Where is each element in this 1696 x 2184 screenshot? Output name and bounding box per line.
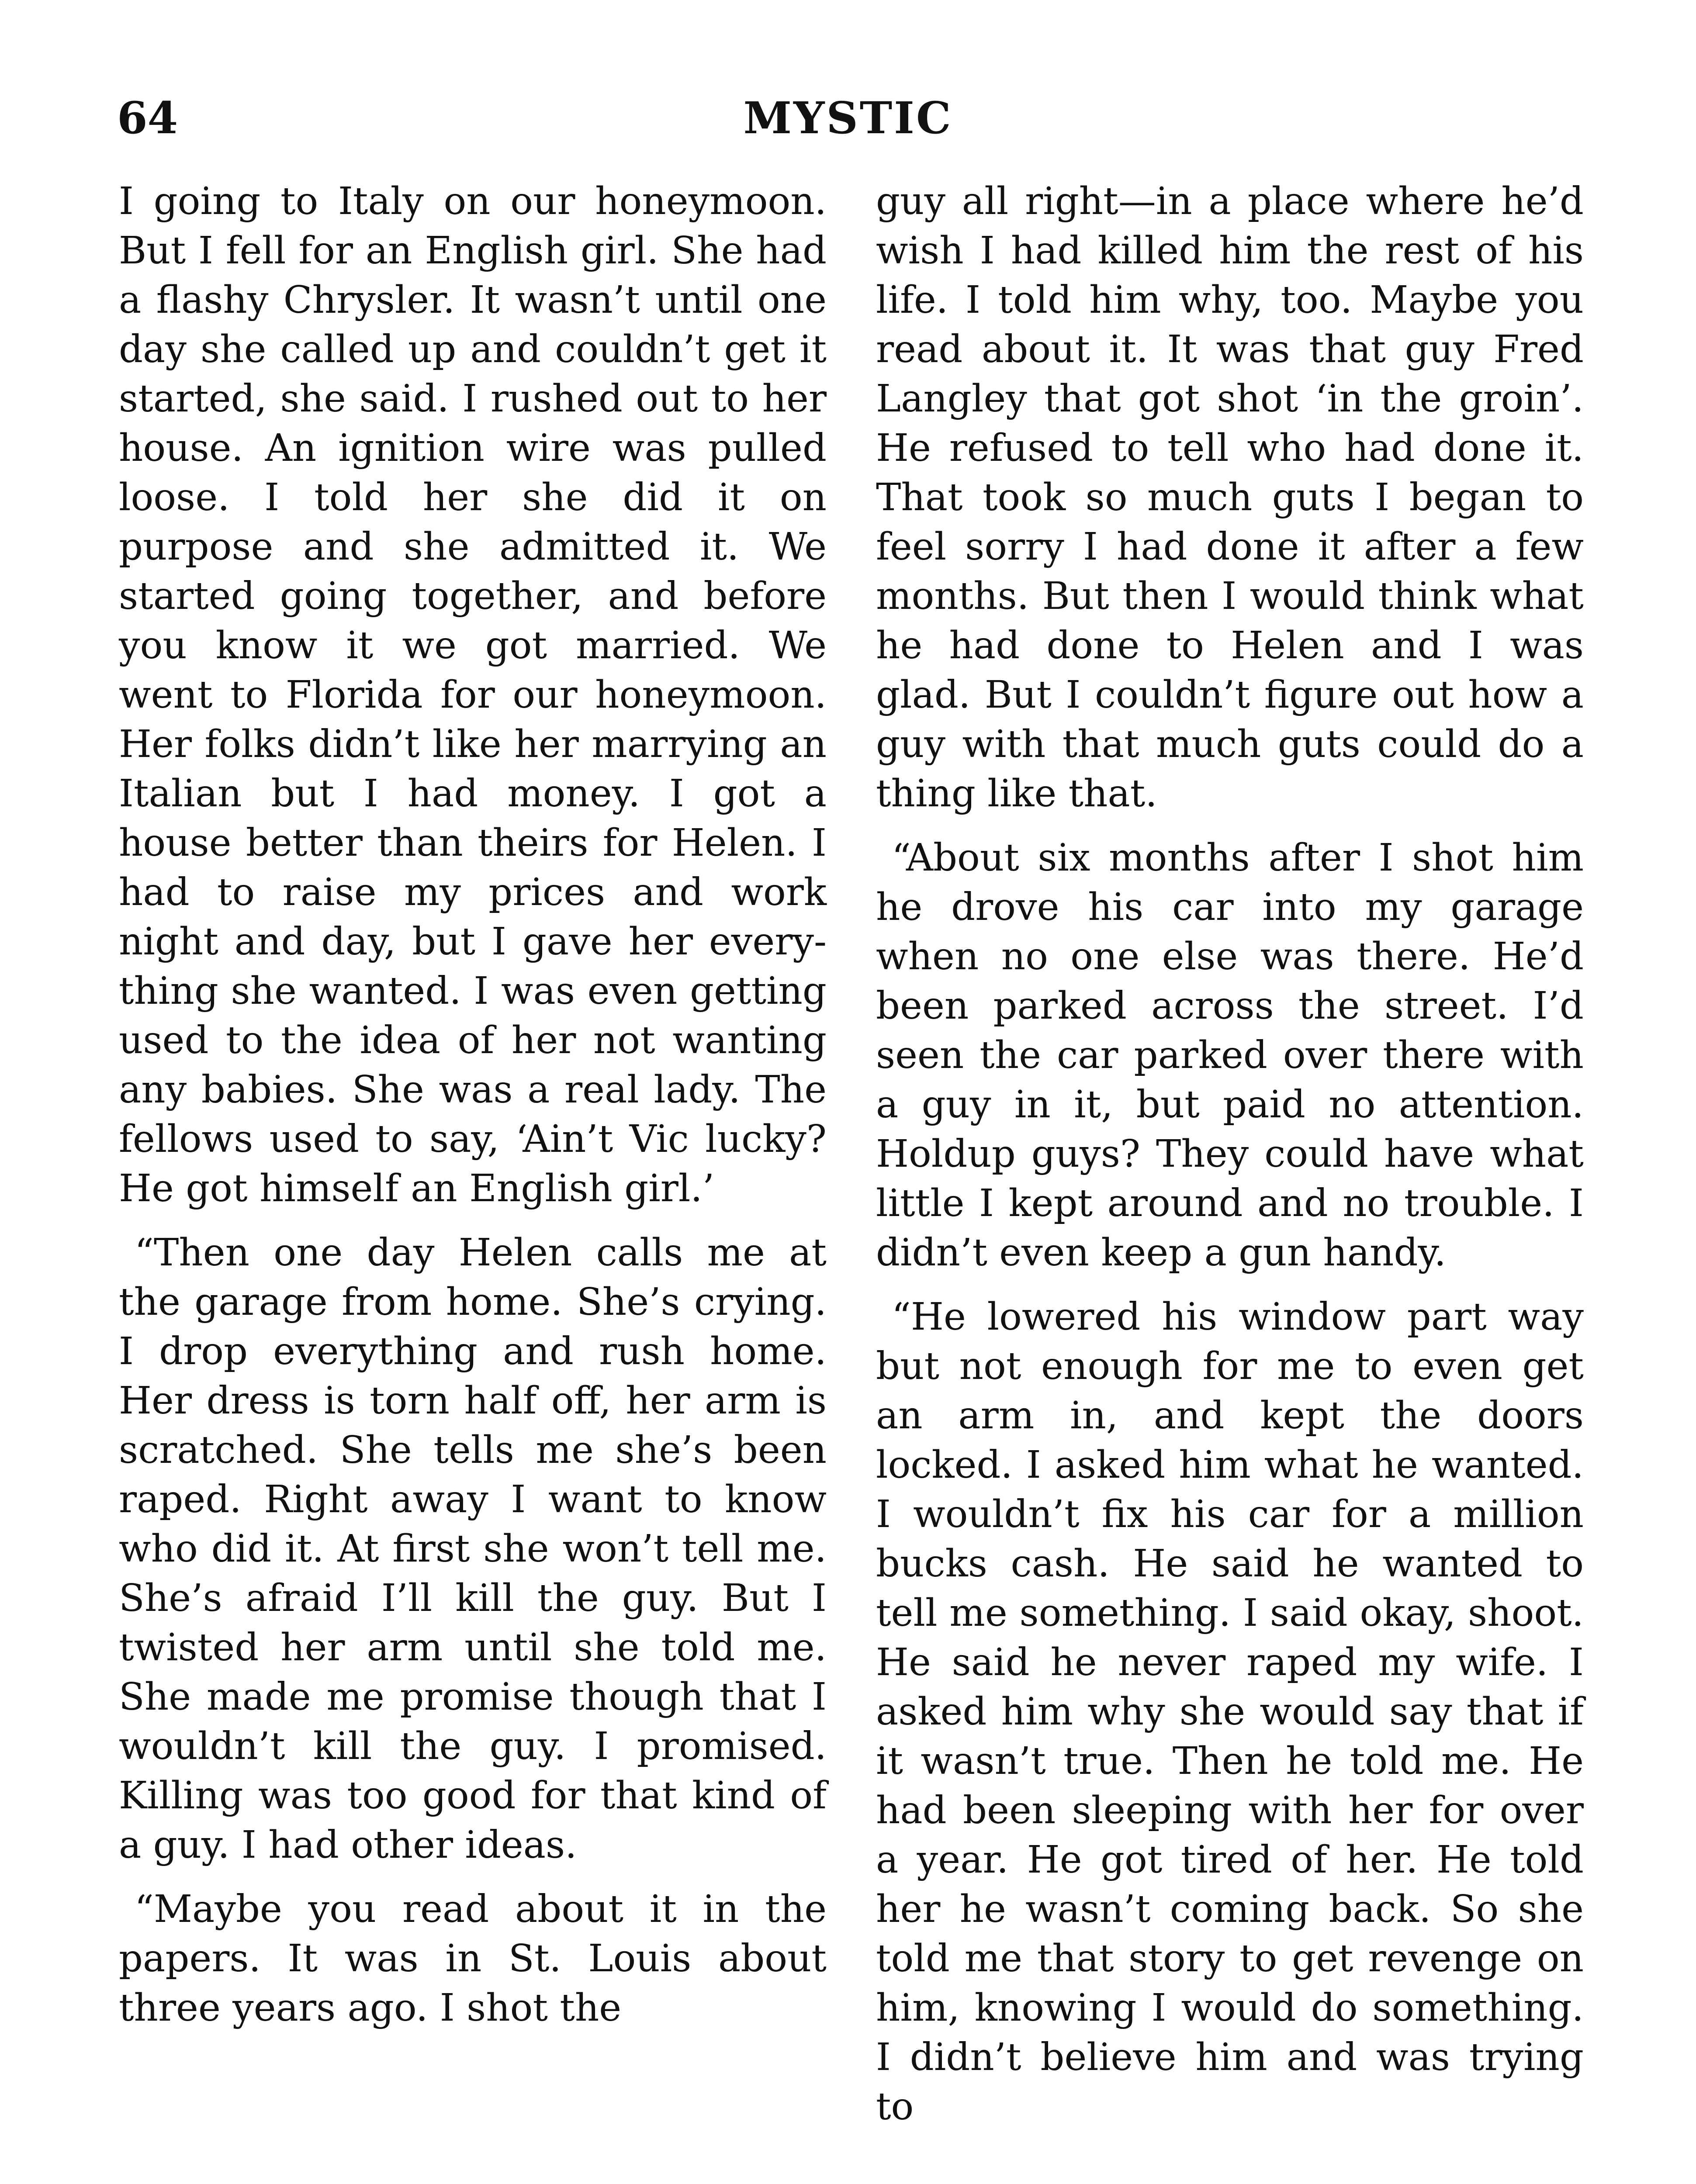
running-title: MYSTIC xyxy=(743,92,953,144)
paragraph: “Then one day Helen calls me at the garage from home. She’s crying. I drop everything and rush home. Her dress is torn half off, her arm is scratched. She tells me she’s been raped. Right away I want to know who did it. At first she won’t tell me. She’s afraid I’ll kill the guy. But I twisted her arm until she told me. She made me promise though that I wouldn’t kill the guy. I promised. Killing was too good for that kind of a guy. I had other ideas. xyxy=(119,1231,827,1867)
paragraph: I going to Italy on our honeymoon. But I fell for an English girl. She had a flashy Chrysler. It wasn’t until one day she called up and couldn’t get it started, she said. I rushed out to her house. An ignition wire was pulled loose. I told her she did it on purpose and she admitted it. We started going together, and before you know it we got married. We went to Florida for our honeymoon. Her folks didn’t like her marrying an Italian but I had money. I got a house better than theirs for Helen. I had to raise my prices and work night and day, but I gave her everything she wanted. I was even getting used to the idea of her not wanting any babies. She was a real lady. The fellows used to say, ‘Ain’t Vic lucky? He got himself an English girl.’ xyxy=(119,180,827,1210)
right-column xyxy=(876,177,1584,2146)
paragraph: “He lowered his window part way but not enough for me to even get an arm in, and kept the doors locked. I asked him what he wanted. I wouldn’t fix his car for a million bucks cash. He said he wanted to tell me something. I said okay, shoot. He said he never raped my wife. I asked him why she would say that if it wasn’t true. Then he told me. He had been sleeping with her for over a year. He got tired of her. He told her he wasn’t coming back. So she told me that story to get revenge on him, knowing I would do something. I didn’t believe him and was trying to xyxy=(876,1295,1584,2129)
paragraph: “About six months after I shot him he drove his car into my garage when no one else was there. He’d been parked across the street. I’d seen the car parked over there with a guy in it, but paid no attention. Holdup guys? They could have what little I kept around and no trouble. I didn’t even keep a gun handy. xyxy=(876,836,1584,1275)
paragraph: guy all right—in a place where he’d wish I had killed him the rest of his life. I told him why, too. Maybe you read about it. It was that guy Fred Langley that got shot ‘in the groin’. He refused to tell who had done it. That took so much guts I began to feel sorry I had done it after a few months. But then I would think what he had done to Helen and I was glad. But I couldn’t figure out how a guy with that much guts could do a thing like that. xyxy=(876,180,1584,816)
page-header xyxy=(0,87,1696,149)
left-column xyxy=(119,177,827,2048)
page-number: 64 xyxy=(117,92,178,144)
paragraph: “Maybe you read about it in the papers. It was in St. Louis about three years ago. I shot the xyxy=(119,1887,827,2030)
